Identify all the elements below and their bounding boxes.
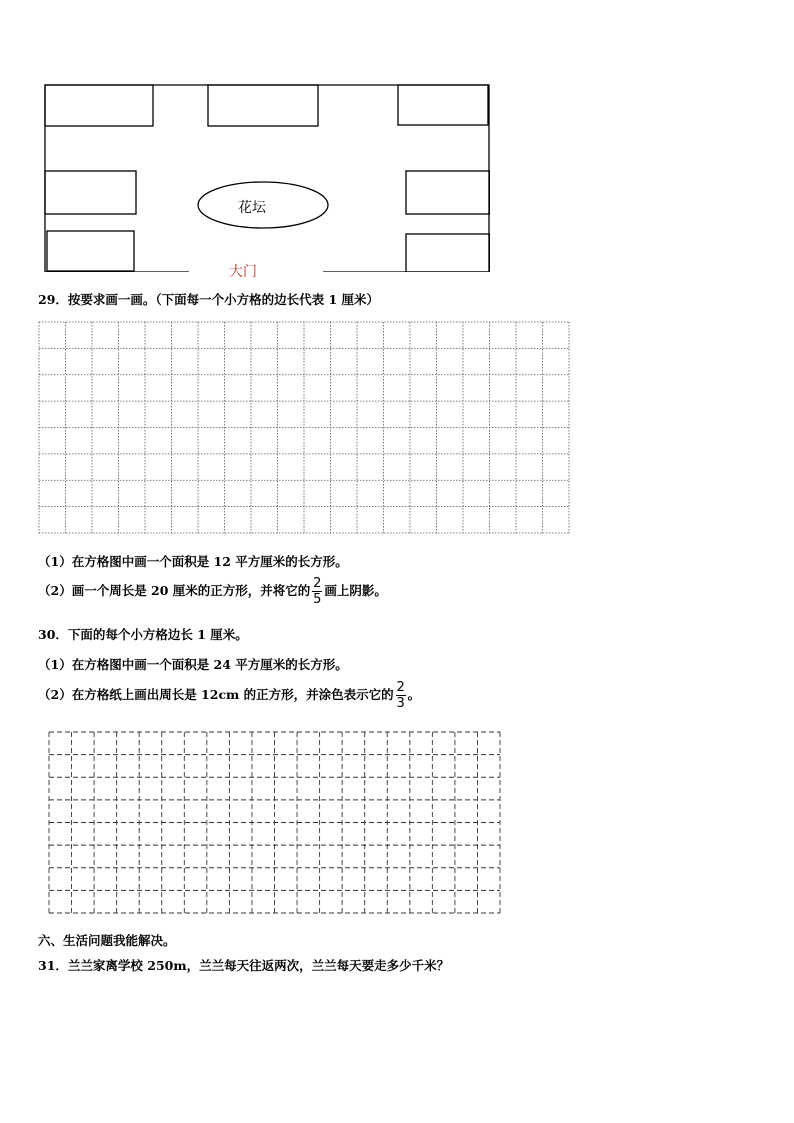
q30-grid <box>48 731 502 914</box>
q29-sub2 <box>38 576 387 607</box>
fraction-denominator: 3 <box>396 696 405 711</box>
q30-sub2 <box>38 680 420 711</box>
q29-sub2-text-post: 画上阴影。 <box>324 583 387 598</box>
school-map-diagram <box>44 84 490 272</box>
q30-title: 30．下面的每个小方格边长 1 厘米。 <box>38 627 248 642</box>
gate-label: 大门 <box>229 264 257 280</box>
q29-sub2-text-pre: （2）画一个周长是 20 厘米的正方形，并将它的 <box>38 583 311 598</box>
building-top-left <box>45 85 153 126</box>
building-mid-right <box>406 171 490 214</box>
q29-title: 29．按要求画一画。（下面每一个小方格的边长代表 1 厘米） <box>38 292 380 307</box>
flower-bed-label: 花坛 <box>238 200 266 216</box>
fraction-two-fifths <box>312 576 322 607</box>
q30-sub2-text-pre: （2）在方格纸上画出周长是 12cm 的正方形，并涂色表示它的 <box>38 687 394 702</box>
building-bottom-left <box>47 231 134 271</box>
building-top-right <box>398 85 488 125</box>
map-boundary <box>45 85 489 272</box>
q30-sub1: （1）在方格图中画一个面积是 24 平方厘米的长方形。 <box>38 657 348 672</box>
fraction-numerator: 2 <box>396 680 405 695</box>
section6-title: 六、生活问题我能解决。 <box>38 933 176 948</box>
building-mid-left <box>45 171 136 214</box>
fraction-two-thirds <box>396 680 406 711</box>
building-top-center <box>208 85 318 126</box>
q30-sub2-text-post: 。 <box>407 687 421 702</box>
fraction-denominator: 5 <box>313 592 322 607</box>
q29-grid <box>38 321 570 534</box>
q29-sub1: （1）在方格图中画一个面积是 12 平方厘米的长方形。 <box>38 554 348 569</box>
fraction-numerator: 2 <box>313 576 322 591</box>
q31-text: 31．兰兰家离学校 250m，兰兰每天往返两次，兰兰每天要走多少千米？ <box>38 958 450 973</box>
building-bottom-right <box>406 234 490 272</box>
